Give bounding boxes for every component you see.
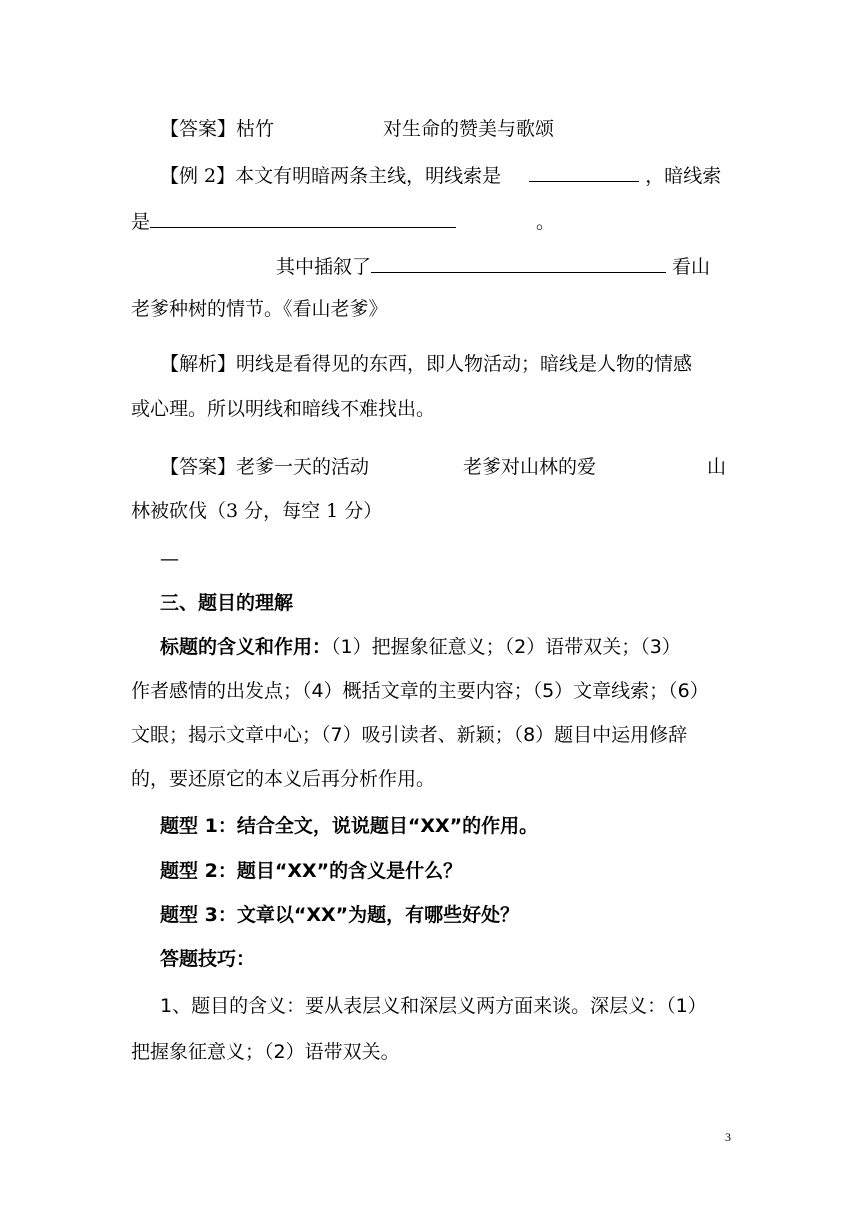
title-meaning-line-1 xyxy=(160,634,681,660)
example-2-line-4: 老爹种树的情节。《看山老爹》 xyxy=(131,298,388,320)
example-2-line-1 xyxy=(160,161,721,189)
example-2-suffix: ，暗线索 xyxy=(645,165,722,187)
title-meaning-rest: （1）把握象征意义；（2）语带双关；（3） xyxy=(331,636,681,658)
tip-1-line-2: 把握象征意义；（2）语带双关。 xyxy=(131,1041,400,1063)
answer-2-part-b: 老爹对山林的爱 xyxy=(463,456,597,478)
example-2-insert: 其中插叙了 xyxy=(276,256,372,278)
answer-2-part-c: 山 xyxy=(707,456,727,478)
question-type-2: 题型 2：题目“XX”的含义是什么？ xyxy=(160,860,463,882)
title-meaning-line-3: 文眼；揭示文章中心；（7）吸引读者、新颖；（8）题目中运用修辞 xyxy=(131,724,688,746)
example-2-shi: 是 xyxy=(131,211,151,233)
example-2-period: 。 xyxy=(536,211,556,233)
answer-1-label: 【答案】枯竹 xyxy=(160,118,275,140)
question-type-3: 题型 3：文章以“XX”为题，有哪些好处？ xyxy=(160,904,520,926)
tip-1-line-1: 1、题目的含义：要从表层义和深层义两方面来谈。深层义：（1） xyxy=(160,995,707,1017)
separator-dash: — xyxy=(160,548,179,570)
question-type-1: 题型 1：结合全文，说说题目“XX”的作用。 xyxy=(160,815,539,837)
answer-1-text: 对生命的赞美与歌颂 xyxy=(383,118,555,140)
section-3-heading: 三、题目的理解 xyxy=(160,592,294,614)
example-2-line-2 xyxy=(131,207,555,235)
example-2-line-3 xyxy=(276,252,710,280)
analysis-line-2: 或心理。所以明线和暗线不难找出。 xyxy=(131,398,436,420)
example-2-kanshan: 看山 xyxy=(672,256,711,278)
page-number: 3 xyxy=(725,1130,731,1144)
title-meaning-label: 标题的含义和作用： xyxy=(160,636,332,658)
analysis-line-1: 【解析】明线是看得见的东西，即人物活动；暗线是人物的情感 xyxy=(160,353,693,375)
example-2-question: 【例 2】本文有明暗两条主线，明线索是 xyxy=(160,165,502,187)
blank-2 xyxy=(150,207,456,228)
tips-heading: 答题技巧： xyxy=(160,948,256,970)
blank-3 xyxy=(371,252,666,273)
title-meaning-line-4: 的，要还原它的本义后再分析作用。 xyxy=(131,768,436,790)
answer-2-line-2: 林被砍伐（3 分，每空 1 分） xyxy=(131,500,383,522)
answer-2-part-a: 【答案】老爹一天的活动 xyxy=(160,456,370,478)
blank-1 xyxy=(529,161,639,182)
title-meaning-line-2: 作者感情的出发点；（4）概括文章的主要内容；（5）文章线索；（6） xyxy=(131,680,709,702)
